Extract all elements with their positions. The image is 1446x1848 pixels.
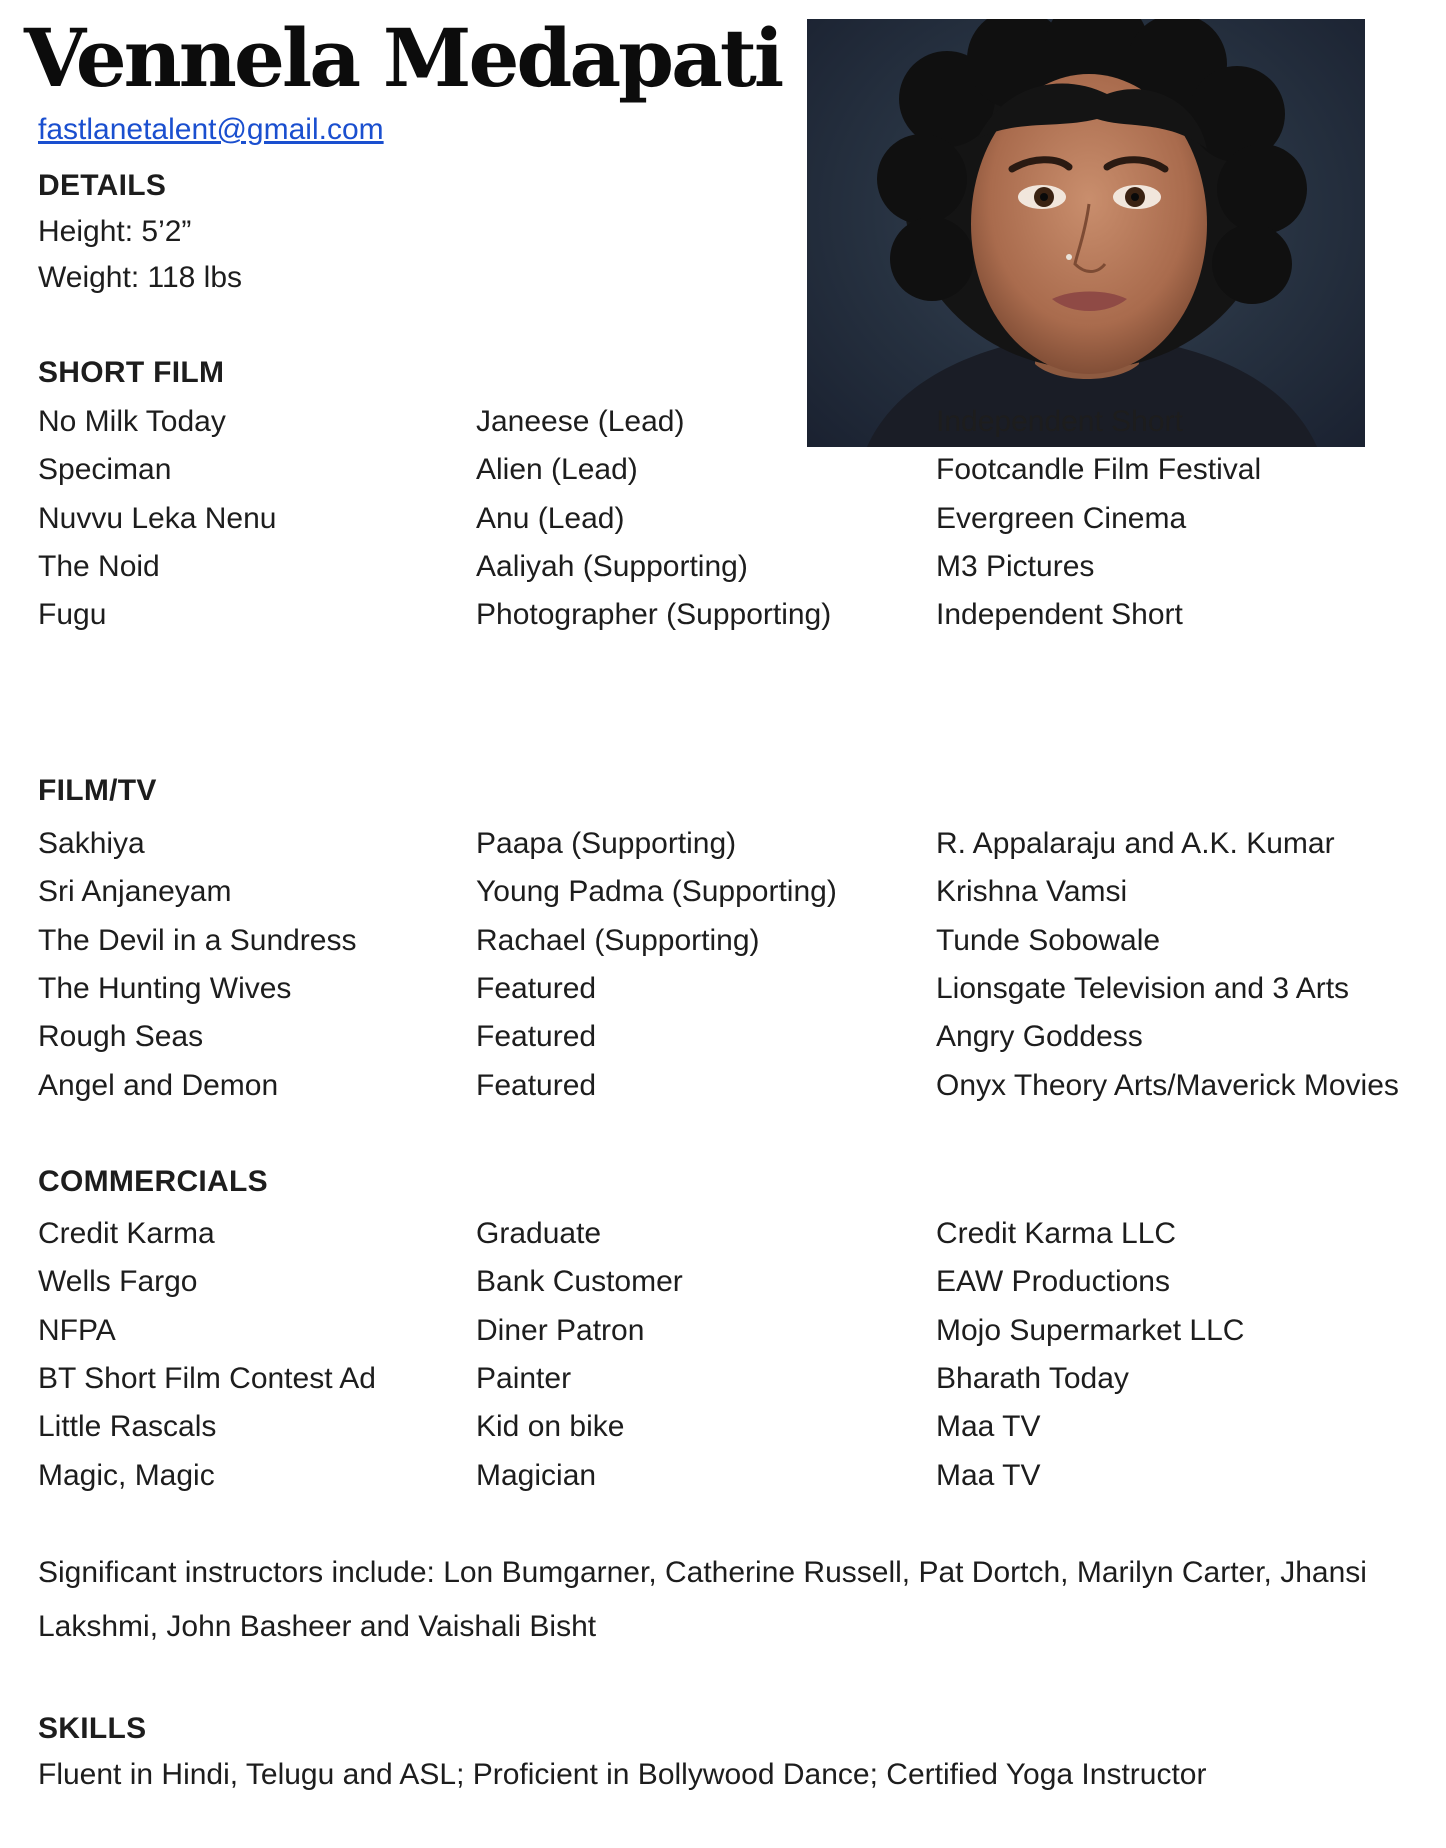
role: Aaliyah (Supporting): [476, 550, 748, 584]
credit-row: [38, 917, 1438, 965]
credit-row: [38, 820, 1438, 868]
commercials-heading: COMMERCIALS: [38, 1165, 268, 1198]
credit-row: [38, 591, 1438, 639]
production: Maa TV: [936, 1458, 1041, 1492]
project-title: NFPA: [38, 1313, 116, 1347]
credit-row: [38, 446, 1438, 494]
credit-row: [38, 868, 1438, 916]
details-heading: DETAILS: [38, 169, 167, 202]
credit-row: [38, 1403, 1438, 1451]
credit-row: [38, 1451, 1438, 1499]
project-title: Rough Seas: [38, 1020, 204, 1054]
role: Bank Customer: [476, 1265, 683, 1299]
project-title: Angel and Demon: [38, 1068, 279, 1102]
role: Graduate: [476, 1217, 602, 1251]
role: Featured: [476, 1020, 597, 1054]
credit-row: [38, 1210, 1438, 1258]
production: Angry Goddess: [936, 1020, 1143, 1054]
skills-heading: SKILLS: [38, 1712, 147, 1745]
production: Mojo Supermarket LLC: [936, 1313, 1245, 1347]
role: Kid on bike: [476, 1410, 625, 1444]
credit-row: [38, 495, 1438, 543]
production: Evergreen Cinema: [936, 501, 1187, 535]
credit-row: [38, 398, 1438, 446]
project-title: Speciman: [38, 453, 172, 487]
credit-row: [38, 1061, 1438, 1109]
role: Alien (Lead): [476, 453, 638, 487]
credit-row: [38, 1013, 1438, 1061]
production: Onyx Theory Arts/Maverick Movies: [936, 1068, 1399, 1102]
production: Independent Short: [936, 598, 1183, 632]
production: Krishna Vamsi: [936, 875, 1128, 909]
short-film-table: [38, 398, 1438, 639]
project-title: Fugu: [38, 598, 107, 632]
commercials-table: [38, 1210, 1438, 1500]
role: Painter: [476, 1362, 572, 1396]
project-title: The Hunting Wives: [38, 972, 292, 1006]
credit-row: [38, 1307, 1438, 1355]
production: Footcandle Film Festival: [936, 453, 1262, 487]
production: Bharath Today: [936, 1362, 1129, 1396]
role: Rachael (Supporting): [476, 923, 760, 957]
project-title: The Noid: [38, 550, 160, 584]
production: EAW Productions: [936, 1265, 1170, 1299]
production: Tunde Sobowale: [936, 923, 1161, 957]
production: M3 Pictures: [936, 550, 1095, 584]
role: Young Padma (Supporting): [476, 875, 837, 909]
project-title: The Devil in a Sundress: [38, 923, 357, 957]
project-title: Nuvvu Leka Nenu: [38, 501, 277, 535]
credit-row: [38, 1258, 1438, 1306]
project-title: Sakhiya: [38, 827, 145, 861]
film-tv-table: [38, 820, 1438, 1110]
project-title: Credit Karma: [38, 1217, 215, 1251]
production: Independent Short: [936, 405, 1183, 439]
role: Featured: [476, 972, 597, 1006]
email-link[interactable]: fastlanetalent@gmail.com: [38, 113, 384, 146]
project-title: No Milk Today: [38, 405, 226, 439]
actor-name: Vennela Medapati: [24, 11, 782, 105]
project-title: Wells Fargo: [38, 1265, 198, 1299]
role: Magician: [476, 1458, 597, 1492]
short-film-heading: SHORT FILM: [38, 356, 225, 389]
credit-row: [38, 1355, 1438, 1403]
production: Maa TV: [936, 1410, 1041, 1444]
film-tv-heading: FILM/TV: [38, 774, 157, 807]
project-title: BT Short Film Contest Ad: [38, 1362, 376, 1396]
role: Paapa (Supporting): [476, 827, 737, 861]
role: Featured: [476, 1068, 597, 1102]
project-title: Little Rascals: [38, 1410, 217, 1444]
project-title: Magic, Magic: [38, 1458, 215, 1492]
production: R. Appalaraju and A.K. Kumar: [936, 827, 1335, 861]
height-detail: Height: 5’2”: [38, 215, 192, 248]
production: Lionsgate Television and 3 Arts: [936, 972, 1350, 1006]
role: Anu (Lead): [476, 501, 625, 535]
skills-text: Fluent in Hindi, Telugu and ASL; Proficient in Bollywood Dance; Certified Yoga Instructor: [38, 1758, 1207, 1791]
role: Diner Patron: [476, 1313, 645, 1347]
role: Photographer (Supporting): [476, 598, 832, 632]
weight-detail: Weight: 118 lbs: [38, 261, 243, 294]
credit-row: [38, 965, 1438, 1013]
production: Credit Karma LLC: [936, 1217, 1177, 1251]
headshot-photo: [807, 19, 1365, 447]
role: Janeese (Lead): [476, 405, 685, 439]
credit-row: [38, 543, 1438, 591]
project-title: Sri Anjaneyam: [38, 875, 232, 909]
instructors-text: Significant instructors include: Lon Bumgarner, Catherine Russell, Pat Dortch, Marilyn Carter, Jhansi Lakshmi, John Basheer and Vaishali Bisht: [38, 1556, 1367, 1643]
